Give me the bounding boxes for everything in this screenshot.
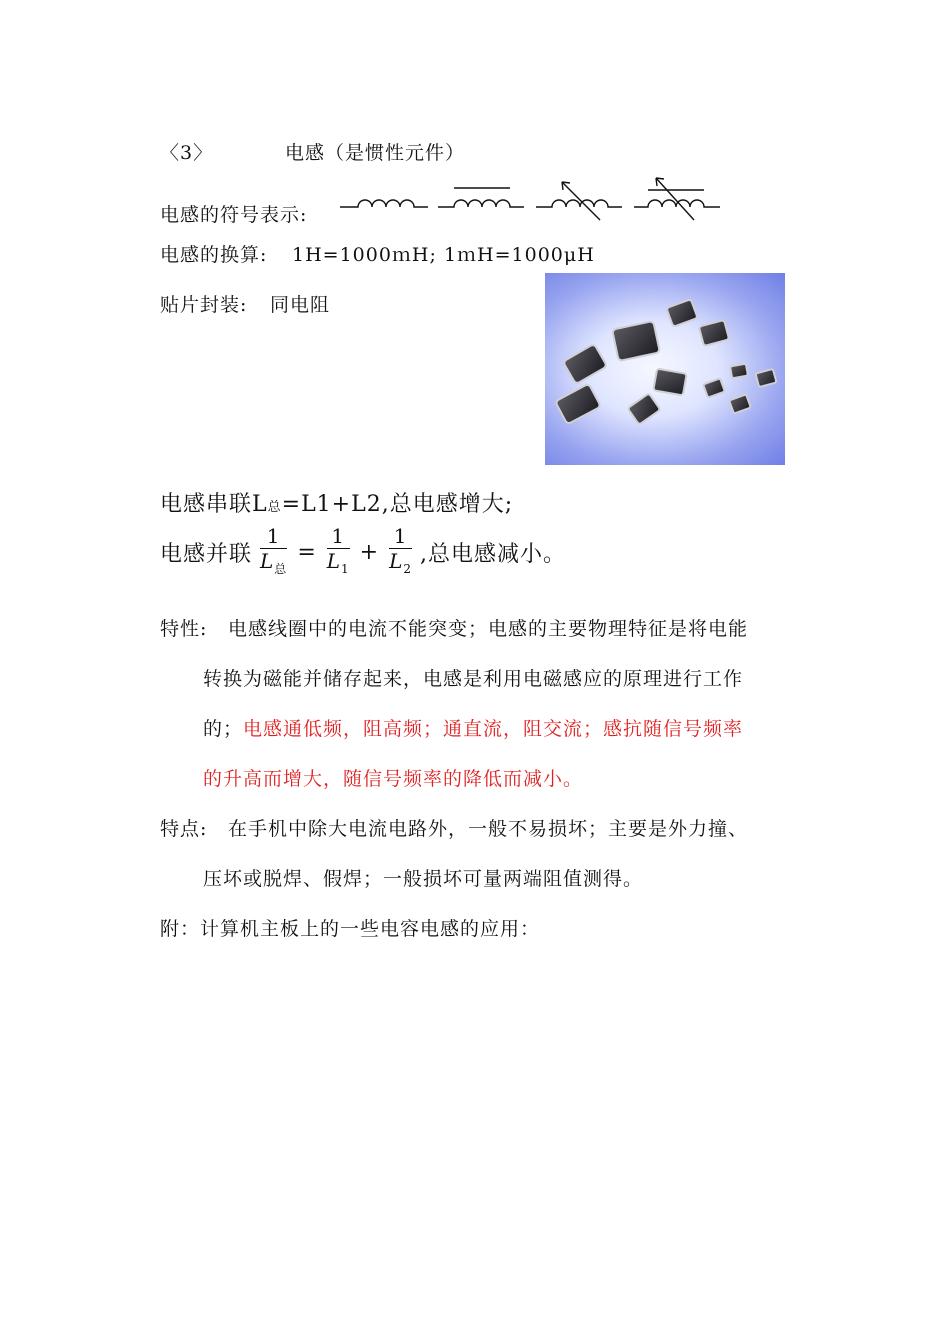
fraction-total-sub: 总 [274, 562, 288, 576]
parallel-prefix: 电感并联 [160, 542, 253, 567]
conversion-label: 电感的换算: [160, 244, 268, 266]
smd-value: 同电阻 [270, 294, 331, 316]
equals-sign: = [297, 540, 317, 565]
series-prefix: 电感串联L [160, 492, 268, 517]
characteristics-label: 特性: [160, 618, 208, 640]
characteristics-line-1: 电感线圈中的电流不能突变；电感的主要物理特征是将电能 [228, 618, 749, 640]
plus-sign: + [359, 540, 380, 565]
fraction-1-den: L [326, 549, 342, 573]
conversion-value: 1H=1000ｍH; 1ｍH=1000μH [292, 244, 595, 266]
series-formula: =L1+L2, [281, 492, 390, 517]
section-number: 〈3〉 [160, 142, 214, 164]
parallel-line [160, 524, 566, 581]
inductor-symbol-icon [340, 200, 428, 207]
appendix-text: 附：计算机主板上的一些电容电感的应用： [160, 918, 541, 940]
fraction-1 [327, 524, 350, 581]
features-line-2: 压坏或脱焊、假焊；一般损坏可量两端阻值测得。 [203, 868, 644, 890]
characteristics-line-4: 的升高而增大，随信号频率的降低而减小。 [203, 768, 584, 790]
fraction-total-den: L [260, 549, 275, 573]
fraction-1-num: 1 [327, 524, 350, 549]
variable-inductor-icon [536, 182, 622, 220]
series-sub: 总 [267, 500, 282, 515]
characteristics-line-3-black: 的； [203, 718, 244, 740]
section-title: 电感（是惯性元件） [285, 142, 466, 164]
fraction-2-den: L [389, 549, 404, 573]
characteristics-line-2: 转换为磁能并储存起来，电感是利用电磁感应的原理进行工作 [203, 668, 744, 690]
parallel-suffix: ,总电感减小。 [420, 542, 567, 567]
inductor-symbols [338, 174, 723, 226]
features-label: 特点: [160, 818, 208, 840]
fraction-2 [389, 524, 412, 581]
fraction-2-num: 1 [389, 524, 412, 549]
variable-core-inductor-icon [634, 178, 720, 220]
smd-inductor-photo [545, 273, 785, 465]
series-suffix: 总电感增大; [389, 492, 514, 517]
inductor-symbols-graphic [338, 174, 723, 226]
iron-core-inductor-icon [438, 188, 524, 207]
fraction-2-sub: 2 [403, 562, 413, 576]
features-line-1: 在手机中除大电流电路外，一般不易损坏；主要是外力撞、 [228, 818, 749, 840]
fraction-1-sub: 1 [341, 562, 350, 576]
smd-label: 贴片封装: [160, 294, 248, 316]
smd-components-graphic [545, 273, 785, 465]
fraction-total [260, 524, 287, 581]
characteristics-line-3-red: 电感通低频，阻高频；通直流，阻交流；感抗随信号频率 [243, 718, 744, 740]
symbol-label: 电感的符号表示: [160, 204, 308, 226]
series-line [160, 487, 513, 518]
characteristics-line-3 [203, 714, 743, 741]
fraction-total-num: 1 [260, 524, 287, 549]
